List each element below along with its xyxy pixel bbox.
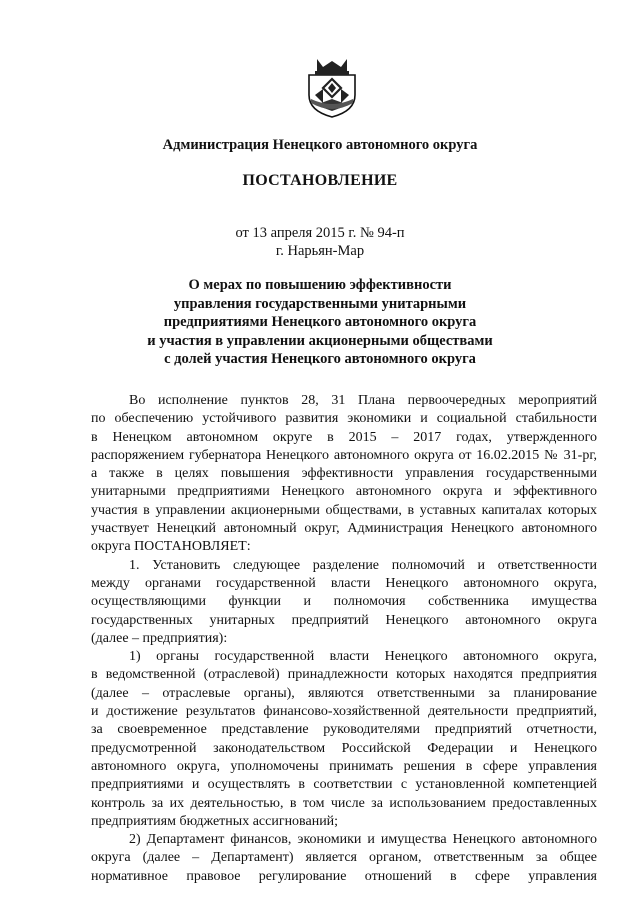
document-type: ПОСТАНОВЛЕНИЕ bbox=[242, 172, 398, 189]
body-line: за своевременное представление руководителями предприятий отчетности, bbox=[91, 722, 597, 738]
body-line: автономного округа, уполномочены принимать решения в сфере управления bbox=[91, 758, 597, 774]
body-line: предприятиями и осуществлять в соответствии с установленной компетенцией bbox=[91, 777, 597, 793]
title-line: предприятиями Ненецкого автономного округа bbox=[163, 314, 477, 331]
organization-name: Администрация Ненецкого автономного округа bbox=[162, 137, 478, 153]
document-city: г. Нарьян-Мар bbox=[275, 243, 365, 259]
body-line: распоряжением губернатора Ненецкого автономного округа от 16.02.2015 № 31-рг, bbox=[91, 447, 597, 463]
title-line: и участия в управлении акционерными обществами bbox=[147, 332, 493, 349]
body-line: 1. Установить следующее разделение полномочий и ответственности bbox=[129, 557, 597, 573]
title-line: управления государственными унитарными bbox=[173, 295, 467, 312]
body-line: 2) Департамент финансов, экономики и имущества Ненецкого автономного bbox=[129, 832, 597, 848]
document-date-number: от 13 апреля 2015 г. № 94-п bbox=[235, 225, 405, 241]
body-line: по обеспечению устойчивого развития экономики и социальной стабильности bbox=[91, 411, 597, 427]
body-line: 1) органы государственной власти Ненецкого автономного округа, bbox=[129, 649, 597, 665]
body-line: участвует Ненецкий автономный округ, Администрация Ненецкого автономного bbox=[91, 521, 597, 537]
body-line: округа ПОСТАНОВЛЯЕТ: bbox=[91, 539, 251, 555]
body-line: предприятиям бюджетных ассигнований; bbox=[91, 813, 339, 829]
body-line: в ведомственной (отраслевой) принадлежности которых находятся предприятия bbox=[91, 667, 597, 683]
body-line: нормативное правовое регулирование отношений в сфере управления bbox=[91, 868, 597, 884]
body-line: (далее – отраслевые органы), являются ответственными за планирование bbox=[91, 685, 597, 701]
body-line: между органами государственной власти Ненецкого автономного округа, bbox=[91, 575, 597, 591]
body-line: а также в целях повышения эффективности управления государственными bbox=[91, 466, 597, 482]
title-line: О мерах по повышению эффективности bbox=[188, 277, 452, 293]
document-title bbox=[0, 276, 640, 369]
body-line: и достижение результатов финансово-хозяйственной деятельности предприятий, bbox=[91, 704, 597, 720]
body-line: государственных унитарных предприятий Ненецкого автономного округа bbox=[91, 612, 597, 628]
body-line: (далее – предприятия): bbox=[91, 630, 228, 646]
body-line: унитарными предприятиями Ненецкого автономного округа и эффективного bbox=[91, 484, 597, 500]
body-line: участия в управлении акционерными обществами, в уставных капиталах которых bbox=[91, 502, 597, 518]
body-line: предусмотренной законодательством Российской Федерации и Ненецкого bbox=[91, 740, 597, 756]
body-line: контроль за их деятельностью, в том числе за использованием предоставленных bbox=[91, 795, 597, 811]
coat-of-arms-emblem bbox=[303, 55, 361, 119]
title-line: с долей участия Ненецкого автономного округа bbox=[164, 351, 476, 368]
document-body bbox=[91, 392, 597, 886]
body-line: осуществляющими функции и полномочия собственника имущества bbox=[91, 594, 597, 610]
body-line: округа (далее – Департамент) является органом, ответственным за общее bbox=[91, 850, 597, 866]
body-line: в Ненецком автономном округе в 2015 – 2017 годах, утвержденного bbox=[91, 429, 597, 445]
body-line: Во исполнение пунктов 28, 31 Плана первоочередных мероприятий bbox=[129, 393, 597, 408]
